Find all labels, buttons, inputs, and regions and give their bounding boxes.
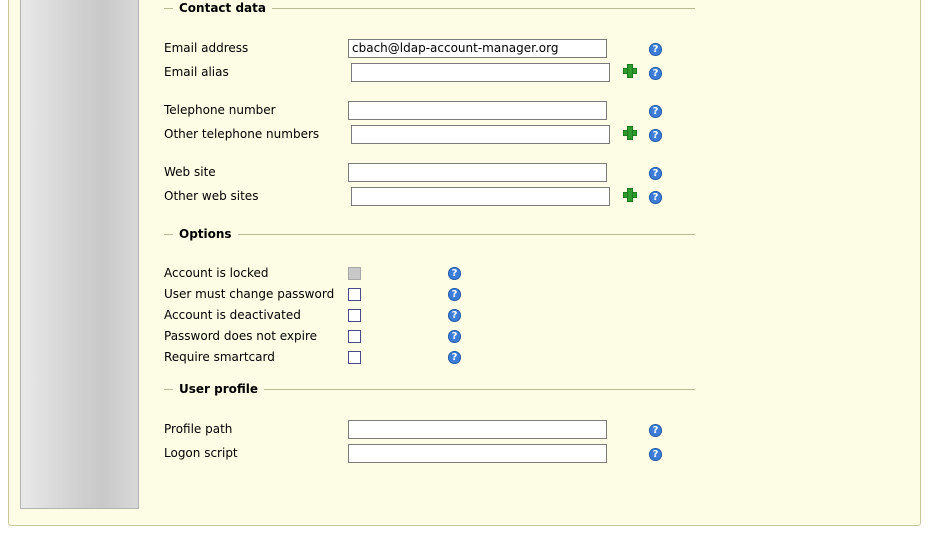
plus-cell-empty [623, 98, 649, 122]
logon-script-input[interactable] [348, 444, 607, 463]
password-does-not-expire-checkbox[interactable] [348, 330, 361, 343]
other-telephone-numbers-input[interactable] [351, 125, 610, 144]
label-password-does-not-expire: Password does not expire [164, 328, 318, 343]
add-email-alias-button[interactable] [623, 60, 649, 84]
section-options [155, 226, 695, 367]
help-cell-other-telephone-numbers [649, 122, 689, 146]
table-row [164, 98, 689, 122]
label-email-address: Email address [164, 41, 249, 55]
table-row [164, 184, 689, 208]
add-telephone-number-button[interactable] [623, 122, 649, 146]
help-icon[interactable]: ? [448, 330, 461, 343]
table-row [164, 262, 461, 283]
help-icon[interactable]: ? [649, 43, 662, 56]
plus-cell-empty [623, 36, 649, 60]
field-logon-script-cell [348, 441, 623, 465]
web-site-input[interactable] [348, 163, 607, 182]
email-address-input[interactable] [348, 39, 607, 58]
help-icon[interactable]: ? [649, 191, 662, 204]
sidebar-panel [20, 0, 139, 509]
field-profile-path-cell [348, 417, 623, 441]
table-row [164, 36, 689, 60]
help-icon[interactable]: ? [649, 448, 662, 461]
section-header-contact-data [155, 0, 695, 18]
spacer-row [164, 146, 689, 160]
help-icon[interactable]: ? [649, 167, 662, 180]
require-smartcard-checkbox[interactable] [348, 351, 361, 364]
user-profile-table [164, 417, 689, 465]
label-account-is-locked: Account is locked [164, 265, 269, 280]
table-row [164, 283, 461, 304]
account-is-locked-checkbox[interactable] [348, 267, 361, 280]
field-other-web-sites-cell [348, 184, 623, 208]
plus-cell-empty [623, 160, 649, 184]
section-rule [164, 234, 695, 235]
label-email-alias: Email alias [164, 65, 229, 79]
label-other-web-sites: Other web sites [164, 189, 259, 203]
help-icon[interactable]: ? [448, 288, 461, 301]
help-cell-telephone-number [649, 98, 689, 122]
section-title-options: Options [173, 226, 238, 242]
help-cell-email-address [649, 36, 689, 60]
contact-data-table [164, 36, 689, 208]
options-table [164, 262, 461, 367]
help-cell-profile-path [649, 417, 689, 441]
form-content [155, 0, 695, 465]
help-icon[interactable]: ? [448, 351, 461, 364]
section-user-profile [155, 381, 695, 465]
help-cell-other-web-sites [649, 184, 689, 208]
table-row [164, 60, 689, 84]
table-row [164, 325, 461, 346]
section-header-options [155, 226, 695, 244]
plus-icon[interactable] [623, 64, 637, 78]
help-icon[interactable]: ? [649, 105, 662, 118]
label-web-site: Web site [164, 165, 216, 179]
label-account-is-deactivated: Account is deactivated [164, 307, 301, 322]
help-cell-require-smartcard [448, 346, 461, 367]
help-icon[interactable]: ? [448, 309, 461, 322]
help-cell-web-site [649, 160, 689, 184]
checkbox-cell-user-must-change-password [348, 283, 448, 304]
label-logon-script: Logon script [164, 446, 238, 460]
help-icon[interactable]: ? [448, 267, 461, 280]
section-title-contact-data: Contact data [173, 0, 272, 16]
table-row [164, 160, 689, 184]
table-row [164, 417, 689, 441]
table-row [164, 346, 461, 367]
help-icon[interactable]: ? [649, 424, 662, 437]
help-cell-account-is-locked [448, 262, 461, 283]
plus-cell-empty [623, 441, 649, 465]
profile-path-input[interactable] [348, 420, 607, 439]
help-cell-logon-script [649, 441, 689, 465]
other-web-sites-input[interactable] [351, 187, 610, 206]
add-web-site-button[interactable] [623, 184, 649, 208]
section-contact-data [155, 0, 695, 208]
field-email-address-cell [348, 36, 623, 60]
section-title-user-profile: User profile [173, 381, 264, 397]
help-cell-password-does-not-expire [448, 325, 461, 346]
help-icon[interactable]: ? [649, 129, 662, 142]
section-header-user-profile [155, 381, 695, 399]
plus-icon[interactable] [623, 126, 637, 140]
email-alias-input[interactable] [351, 63, 610, 82]
label-profile-path: Profile path [164, 422, 233, 436]
checkbox-cell-require-smartcard [348, 346, 448, 367]
plus-icon[interactable] [623, 188, 637, 202]
account-is-deactivated-checkbox[interactable] [348, 309, 361, 322]
user-must-change-password-checkbox[interactable] [348, 288, 361, 301]
spacer-row [164, 84, 689, 98]
table-row [164, 122, 689, 146]
help-icon[interactable]: ? [649, 67, 662, 80]
help-cell-account-is-deactivated [448, 304, 461, 325]
field-telephone-number-cell [348, 98, 623, 122]
field-email-alias-cell [348, 60, 623, 84]
table-row [164, 304, 461, 325]
checkbox-cell-account-is-deactivated [348, 304, 448, 325]
field-other-telephone-numbers-cell [348, 122, 623, 146]
label-telephone-number: Telephone number [164, 103, 276, 117]
table-row [164, 441, 689, 465]
checkbox-cell-password-does-not-expire [348, 325, 448, 346]
help-cell-user-must-change-password [448, 283, 461, 304]
field-web-site-cell [348, 160, 623, 184]
help-cell-email-alias [649, 60, 689, 84]
telephone-number-input[interactable] [348, 101, 607, 120]
label-user-must-change-password: User must change password [164, 286, 335, 301]
label-other-telephone-numbers: Other telephone numbers [164, 127, 320, 141]
checkbox-cell-account-is-locked [348, 262, 448, 283]
label-require-smartcard: Require smartcard [164, 349, 275, 364]
plus-cell-empty [623, 417, 649, 441]
